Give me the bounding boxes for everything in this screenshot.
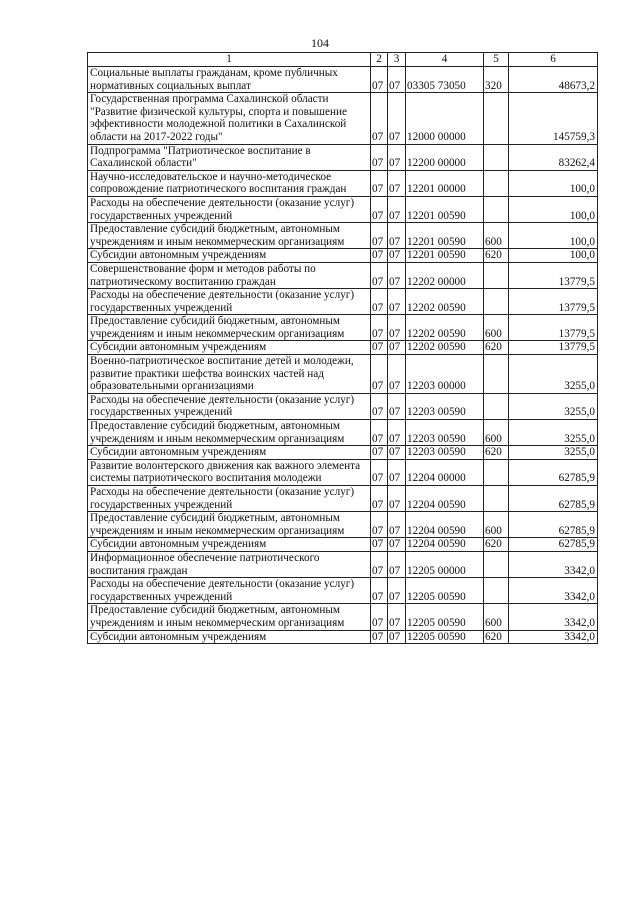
amount-cell: 13779,5 [509,289,598,315]
table-row [88,196,598,222]
expense-type-cell: 600 [484,604,509,630]
table-row [88,420,598,446]
expense-type-cell: 620 [484,538,509,552]
table-row [88,578,598,604]
row-name-cell: Предоставление субсидий бюджетным, автономным учреждениям и иным некоммерческим организациям [88,604,371,630]
subsection-cell: 07 [388,393,406,419]
amount-cell: 83262,4 [509,144,598,170]
section-cell: 07 [371,486,388,512]
expense-type-cell [484,144,509,170]
table-row [88,315,598,341]
expense-type-cell [484,459,509,485]
column-header: 2 [371,53,388,67]
row-name-cell: Расходы на обеспечение деятельности (оказание услуг) государственных учреждений [88,393,371,419]
amount-cell: 13779,5 [509,341,598,355]
row-name-cell: Расходы на обеспечение деятельности (оказание услуг) государственных учреждений [88,486,371,512]
column-header: 5 [484,53,509,67]
amount-cell: 100,0 [509,249,598,263]
subsection-cell: 07 [388,67,406,93]
table-row [88,67,598,93]
expense-type-cell: 600 [484,315,509,341]
column-header: 3 [388,53,406,67]
column-header: 1 [88,53,371,67]
section-cell: 07 [371,341,388,355]
expense-type-cell: 600 [484,420,509,446]
amount-cell: 100,0 [509,196,598,222]
amount-cell: 48673,2 [509,67,598,93]
expense-type-cell [484,262,509,288]
section-cell: 07 [371,446,388,460]
amount-cell: 3255,0 [509,355,598,394]
row-name-cell: Предоставление субсидий бюджетным, автономным учреждениям и иным некоммерческим организациям [88,512,371,538]
expense-type-cell [484,196,509,222]
target-code-cell: 12203 00590 [406,446,484,460]
amount-cell: 13779,5 [509,262,598,288]
section-cell: 07 [371,551,388,577]
target-code-cell: 12205 00590 [406,630,484,644]
section-cell: 07 [371,578,388,604]
expense-type-cell: 620 [484,446,509,460]
amount-cell: 3342,0 [509,578,598,604]
subsection-cell: 07 [388,249,406,263]
target-code-cell: 12204 00590 [406,538,484,552]
table-row [88,223,598,249]
target-code-cell: 12201 00590 [406,196,484,222]
subsection-cell: 07 [388,538,406,552]
budget-table [87,52,598,644]
table-row [88,538,598,552]
subsection-cell: 07 [388,486,406,512]
expense-type-cell [484,551,509,577]
row-name-cell: Расходы на обеспечение деятельности (оказание услуг) государственных учреждений [88,196,371,222]
table-row [88,459,598,485]
subsection-cell: 07 [388,262,406,288]
subsection-cell: 07 [388,289,406,315]
row-name-cell: Развитие волонтерского движения как важного элемента системы патриотического воспитания молодежи [88,459,371,485]
row-name-cell: Субсидии автономным учреждениям [88,538,371,552]
subsection-cell: 07 [388,93,406,144]
expense-type-cell [484,578,509,604]
expense-type-cell: 620 [484,249,509,263]
amount-cell: 13779,5 [509,315,598,341]
amount-cell: 62785,9 [509,459,598,485]
subsection-cell: 07 [388,459,406,485]
amount-cell: 3342,0 [509,604,598,630]
target-code-cell: 12205 00590 [406,604,484,630]
table-row [88,170,598,196]
target-code-cell: 12201 00590 [406,249,484,263]
row-name-cell: Социальные выплаты гражданам, кроме публичных нормативных социальных выплат [88,67,371,93]
target-code-cell: 12201 00590 [406,223,484,249]
target-code-cell: 12205 00000 [406,551,484,577]
table-row [88,551,598,577]
section-cell: 07 [371,170,388,196]
section-cell: 07 [371,604,388,630]
section-cell: 07 [371,67,388,93]
subsection-cell: 07 [388,578,406,604]
table-row [88,486,598,512]
target-code-cell: 12202 00590 [406,341,484,355]
row-name-cell: Предоставление субсидий бюджетным, автономным учреждениям и иным некоммерческим организациям [88,315,371,341]
subsection-cell: 07 [388,512,406,538]
amount-cell: 3255,0 [509,420,598,446]
target-code-cell: 12204 00590 [406,512,484,538]
table-row [88,144,598,170]
page-number: 104 [311,36,329,50]
table-row [88,93,598,144]
row-name-cell: Субсидии автономным учреждениям [88,630,371,644]
section-cell: 07 [371,93,388,144]
amount-cell: 3255,0 [509,446,598,460]
section-cell: 07 [371,630,388,644]
table-header-row [88,53,598,67]
table-row [88,262,598,288]
section-cell: 07 [371,144,388,170]
section-cell: 07 [371,315,388,341]
section-cell: 07 [371,512,388,538]
expense-type-cell: 600 [484,512,509,538]
subsection-cell: 07 [388,551,406,577]
table-row [88,604,598,630]
row-name-cell: Субсидии автономным учреждениям [88,249,371,263]
table-row [88,393,598,419]
table-row [88,249,598,263]
table-row [88,446,598,460]
section-cell: 07 [371,249,388,263]
row-name-cell: Государственная программа Сахалинской области "Развитие физической культуры, спорта и повышение эффективности молодежной политики в Сахалинской области на 2017-2022 годы" [88,93,371,144]
expense-type-cell: 620 [484,630,509,644]
section-cell: 07 [371,196,388,222]
row-name-cell: Расходы на обеспечение деятельности (оказание услуг) государственных учреждений [88,578,371,604]
section-cell: 07 [371,393,388,419]
row-name-cell: Расходы на обеспечение деятельности (оказание услуг) государственных учреждений [88,289,371,315]
target-code-cell: 12201 00000 [406,170,484,196]
section-cell: 07 [371,355,388,394]
row-name-cell: Военно-патриотическое воспитание детей и молодежи, развитие практики шефства воинских частей над образовательными организациями [88,355,371,394]
subsection-cell: 07 [388,315,406,341]
amount-cell: 3342,0 [509,630,598,644]
expense-type-cell: 620 [484,341,509,355]
target-code-cell: 12205 00590 [406,578,484,604]
target-code-cell: 12202 00590 [406,315,484,341]
section-cell: 07 [371,262,388,288]
section-cell: 07 [371,420,388,446]
subsection-cell: 07 [388,223,406,249]
table-row [88,630,598,644]
target-code-cell: 03305 73050 [406,67,484,93]
target-code-cell: 12204 00000 [406,459,484,485]
target-code-cell: 12204 00590 [406,486,484,512]
subsection-cell: 07 [388,341,406,355]
amount-cell: 100,0 [509,170,598,196]
expense-type-cell: 600 [484,223,509,249]
row-name-cell: Предоставление субсидий бюджетным, автономным учреждениям и иным некоммерческим организациям [88,223,371,249]
subsection-cell: 07 [388,144,406,170]
row-name-cell: Субсидии автономным учреждениям [88,341,371,355]
amount-cell: 3342,0 [509,551,598,577]
column-header: 6 [509,53,598,67]
section-cell: 07 [371,223,388,249]
amount-cell: 145759,3 [509,93,598,144]
subsection-cell: 07 [388,170,406,196]
target-code-cell: 12203 00000 [406,355,484,394]
target-code-cell: 12203 00590 [406,420,484,446]
subsection-cell: 07 [388,630,406,644]
row-name-cell: Подпрограмма "Патриотическое воспитание в Сахалинской области" [88,144,371,170]
table-row [88,512,598,538]
expense-type-cell [484,170,509,196]
table-body [88,67,598,644]
section-cell: 07 [371,459,388,485]
amount-cell: 100,0 [509,223,598,249]
table-row [88,355,598,394]
column-header: 4 [406,53,484,67]
row-name-cell: Совершенствование форм и методов работы по патриотическому воспитанию граждан [88,262,371,288]
row-name-cell: Научно-исследовательское и научно-методическое сопровождение патриотического воспитания граждан [88,170,371,196]
target-code-cell: 12203 00590 [406,393,484,419]
amount-cell: 62785,9 [509,486,598,512]
subsection-cell: 07 [388,420,406,446]
amount-cell: 62785,9 [509,512,598,538]
row-name-cell: Субсидии автономным учреждениям [88,446,371,460]
subsection-cell: 07 [388,446,406,460]
expense-type-cell [484,355,509,394]
amount-cell: 3255,0 [509,393,598,419]
subsection-cell: 07 [388,355,406,394]
target-code-cell: 12200 00000 [406,144,484,170]
target-code-cell: 12202 00590 [406,289,484,315]
target-code-cell: 12000 00000 [406,93,484,144]
subsection-cell: 07 [388,604,406,630]
expense-type-cell [484,393,509,419]
expense-type-cell: 320 [484,67,509,93]
table-row [88,289,598,315]
expense-type-cell [484,93,509,144]
row-name-cell: Предоставление субсидий бюджетным, автономным учреждениям и иным некоммерческим организациям [88,420,371,446]
target-code-cell: 12202 00000 [406,262,484,288]
subsection-cell: 07 [388,196,406,222]
expense-type-cell [484,486,509,512]
expense-type-cell [484,289,509,315]
section-cell: 07 [371,538,388,552]
row-name-cell: Информационное обеспечение патриотического воспитания граждан [88,551,371,577]
section-cell: 07 [371,289,388,315]
table-row [88,341,598,355]
amount-cell: 62785,9 [509,538,598,552]
